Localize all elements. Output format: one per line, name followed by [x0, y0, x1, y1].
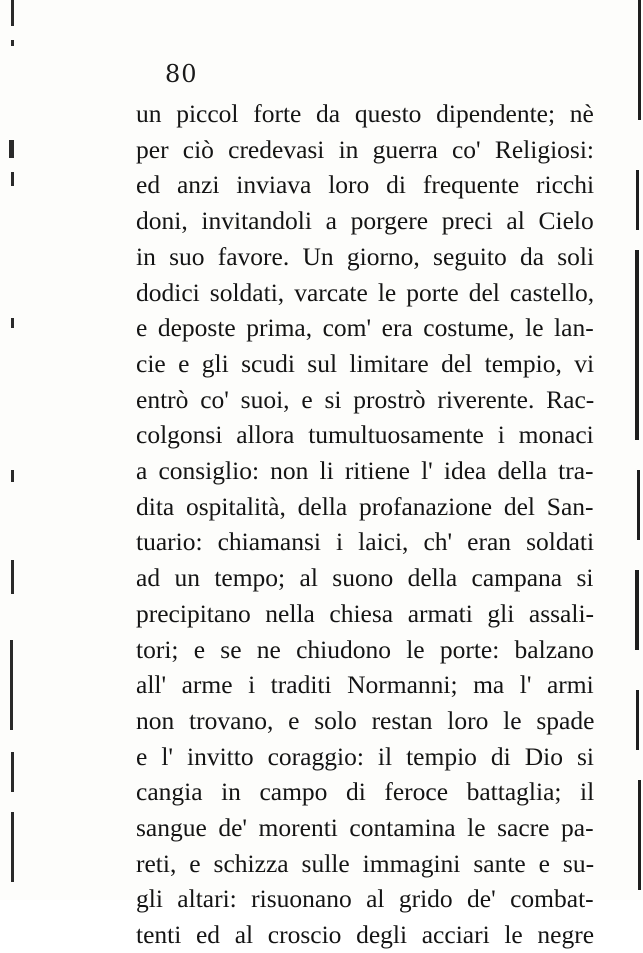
text-line: entrò co' suoi, e si prostrò riverente. Rac-: [136, 384, 595, 414]
text-line: in suo favore. Un giorno, seguito da soli: [136, 241, 595, 271]
text-line: tuario: chiamansi i laici, ch' eran soldati: [136, 527, 595, 557]
text-line: non trovano, e solo restan loro le spade: [136, 705, 595, 735]
text-line: doni, invitandoli a porgere preci al Cielo: [136, 206, 594, 236]
text-line: ed anzi inviava loro di frequente ricchi: [136, 170, 595, 200]
text-line: cangia in campo di feroce battaglia; il: [136, 777, 595, 807]
text-line: tenti ed al croscio degli acciari le negre: [136, 920, 595, 950]
page-number: 80: [165, 60, 198, 88]
text-line: ad un tempo; al suono della campana si: [136, 563, 594, 593]
body-text: [136, 96, 594, 953]
text-line: sangue de' morenti contamina le sacre pa-: [136, 813, 594, 843]
text-line: gli altari: risuonano al grido de' combat-: [136, 884, 594, 914]
left-binding-edge: [8, 0, 18, 900]
text-line: colgonsi allora tumultuosamente i monaci: [136, 420, 594, 450]
text-line: dita ospitalità, della profanazione del San-: [136, 491, 594, 521]
text-line: per ciò credevasi in guerra co' Religiosi:: [136, 134, 595, 164]
text-line: tori; e se ne chiudono le porte: balzano: [136, 634, 594, 664]
text-line: e l' invitto coraggio: il tempio di Dio si: [136, 741, 595, 771]
text-line: a consiglio: non li ritiene l' idea della tra-: [136, 456, 594, 486]
text-line: cie e gli scudi sul limitare del tempio, vi: [136, 348, 595, 378]
right-page-edge: [629, 0, 643, 900]
text-line: all' arme i traditi Normanni; ma l' armi: [136, 670, 594, 700]
text-line: precipitano nella chiesa armati gli assali-: [136, 598, 595, 628]
text-line: un piccol forte da questo dipendente; nè: [136, 99, 594, 128]
text-line: dodici soldati, varcate le porte del castello,: [136, 277, 595, 307]
text-line: reti, e schizza sulle immagini sante e su-: [136, 848, 595, 878]
text-line: e deposte prima, com' era costume, le lan-: [136, 313, 594, 343]
